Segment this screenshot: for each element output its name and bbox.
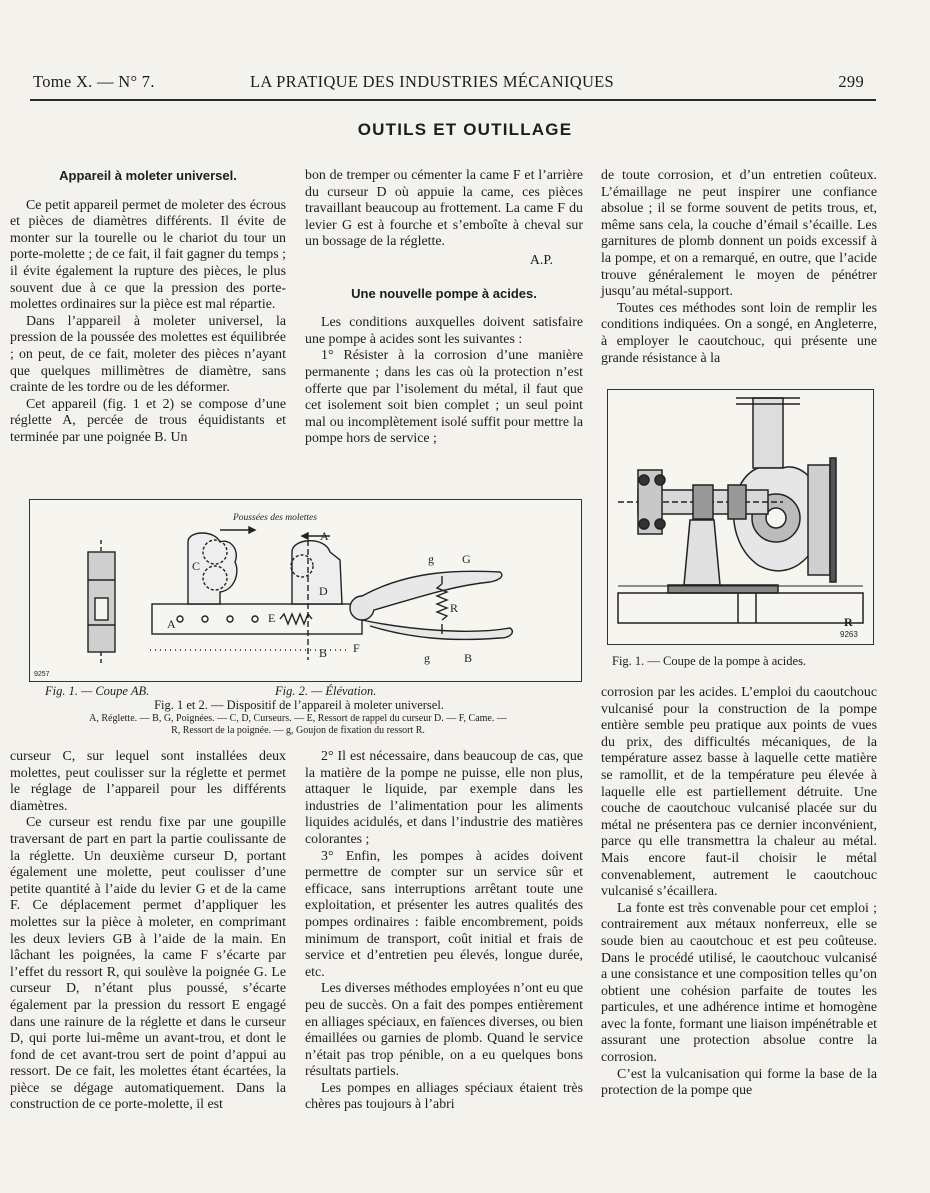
section-title: OUTILS ET OUTILLAGE xyxy=(357,120,573,139)
figure-label-top: Poussées des molettes xyxy=(233,513,317,523)
paragraph: Ce curseur est rendu fixe par une goupille traversant de part en part la partie coulissante de la réglette. Un deuxième curseur D, portant également une molette, peut coulisser d’une petite quantité à l’aide du levier G et de la came F. Ce déplacement permet d’appliquer les molettes sur la pièce à moleter, en comprimant les deux leviers GB à l’aide de la main. En lâchant les poignées, la came F s’écarte par l’effet du ressort R, qui soulève la poignée G. Le curseur D, n’étant plus poussé, s’écarte également par la pression du ressort E engagé dans une rainure de la réglette et dans le curseur D, qui porte lui-même un avant-trou, et dont le fond de cet avant-trou sert de point d’appui au ressort. De ce fait, les molettes étant écartées, la pièce se dégage automatiquement. Dans la construction de ce porte-molette, il est xyxy=(10,815,286,1113)
volume-issue: Tome X. — N° 7. xyxy=(33,72,155,91)
column-3-bottom xyxy=(601,685,877,1100)
figure-legend-line2: R, Ressort de la poignée. — g, Goujon de fixation du ressort R. xyxy=(171,725,425,736)
paragraph: Dans l’appareil à moleter universel, la pression de la poussée des molettes est équilibrée ; on peut, de ce fait, moleter des pièces n’ayant que quelques millimètres de diamètre, sans crainte de les tordre ou de les déformer. xyxy=(10,313,286,396)
article-title-pompe: Une nouvelle pompe à acides. xyxy=(351,285,537,301)
header-rule xyxy=(30,99,876,101)
letter-G: G xyxy=(462,552,471,566)
paragraph: C’est la vulcanisation qui forme la base de la protection de la pompe que xyxy=(601,1066,877,1099)
pump-figure xyxy=(607,389,874,645)
letter-g-top: g xyxy=(428,552,434,566)
letter-E: E xyxy=(268,611,276,625)
letter-D: D xyxy=(319,584,328,598)
paragraph: Cet appareil (fig. 1 et 2) se compose d’une réglette A, percée de trous équidistants et terminée par une poignée B. Un xyxy=(10,396,286,445)
letter-g-bottom: g xyxy=(424,651,430,665)
running-header xyxy=(30,72,876,96)
pump-section-drawing xyxy=(608,390,873,644)
pump-caption: Fig. 1. — Coupe de la pompe à acides. xyxy=(612,654,807,668)
paragraph: 2° Il est nécessaire, dans beaucoup de cas, que la matière de la pompe ne puisse, elle non plus, attaquer le liquide, par exemple dans les industries de l’alimentation pour les aliments liquides acidulés, et dans l’industrie des matières colorantes ; xyxy=(305,749,583,847)
column-1-bottom xyxy=(10,749,286,1114)
figure-number: 9263 xyxy=(840,630,858,639)
letter-B-right: B xyxy=(464,651,473,665)
caption-fig2: Fig. 2. — Élévation. xyxy=(275,684,377,698)
paragraph: 3° Enfin, les pompes à acides doivent permettre de compter sur un service sûr et efficace, sans interruptions arrêtant toute une exploitation, et présenter les autres qualités des pompes ordinaires : faible encombrement, poids minimum de transport, coût initial et frais de service et d’entretien peu élevés, longue durée, etc. xyxy=(305,848,583,980)
paragraph: 1° Résister à la corrosion d’une manière permanente ; dans les cas où la protection n’est offerte que par l’isolement du métal, il faut que cet isolement soit bien complet ; un seul point mal ou incomplètement isolé suffit pour mettre la pompe hors de service ; xyxy=(305,348,583,447)
printer-mark: R xyxy=(844,615,853,629)
letter-B-bottom: B xyxy=(319,646,328,660)
knurling-tool-drawing xyxy=(30,500,581,681)
caption-fig1: Fig. 1. — Coupe AB. xyxy=(45,684,150,698)
letter-R: R xyxy=(450,601,459,615)
column-1-top xyxy=(10,168,286,447)
author-signature: A.P. xyxy=(529,252,553,268)
paragraph: Ce petit appareil permet de moleter des écrous et pièces de diamètres différents. Il évite de monter sur la tourelle ou le chariot du tour un porte-molette ; de ce fait, il fait gagner du temps ; il évite également la rupture des pièces, le plus souvent due à ce que la pression des porte-molettes ordinaires sur la pièce est mal répartie. xyxy=(10,197,286,313)
letter-A-left: A xyxy=(167,617,176,631)
column-3-top xyxy=(601,168,877,367)
journal-title: LA PRATIQUE DES INDUSTRIES MÉCANIQUES xyxy=(250,72,615,91)
figure-legend-line1: A, Réglette. — B, G, Poignées. — C, D, Curseurs. — E, Ressort de rappel du curseur D. — F, Came. — xyxy=(89,713,507,724)
paragraph: de toute corrosion, et d’un entretien coûteux. L’émaillage ne peut inspirer une confiance absolue ; il se forme souvent de petits trous, et, même sans cela, la couche d’émail s’écaille. Les garnitures de plomb donnent un poids excessif à la pompe, et on a remarqué, en outre, que l’acide trouve généralement le moyen de pénétrer jusqu’au métal-support. xyxy=(601,168,877,300)
paragraph: Les diverses méthodes employées n’ont eu que peu de succès. On a fait des pompes entièrement en alliages spéciaux, en faïences diverses, ou bien émaillées ou garnies de plomb. Quand le service n’était pas trop pénible, on a eu quelques bons résultats partiels. xyxy=(305,981,583,1080)
article-title-molette: Appareil à moleter universel. xyxy=(59,168,237,183)
paragraph: Les conditions auxquelles doivent satisfaire une pompe à acides sont les suivantes : xyxy=(305,315,583,347)
figure-number: 9257 xyxy=(34,671,50,678)
letter-A-top: A xyxy=(320,529,329,543)
paragraph: bon de tremper ou cémenter la came F et l’arrière du curseur D où appuie la came, ces pièces travaillant beaucoup au frottement. La came F du levier G est à fourche et s’emboîte à cheval sur un bossage de la réglette. xyxy=(305,168,583,250)
caption-main: Fig. 1 et 2. — Dispositif de l’appareil à moleter universel. xyxy=(154,698,444,712)
letter-F: F xyxy=(353,641,360,655)
paragraph: La fonte est très convenable pour cet emploi ; contrairement aux métaux nonferreux, elle se soude bien au caoutchouc et est peu coûteuse. Dans le procédé utilisé, le caoutchouc vulcanisé a une consistance et une composition telles qu’on obtient une cohésion parfaite de toutes les particules, et une adhérence intime et homogène avec la fonte, formant une liaison impénétrable et assurant une protection absolue contre la corrosion. xyxy=(601,900,877,1066)
paragraph: Les pompes en alliages spéciaux étaient très chères pas toujours à l’abri xyxy=(305,1080,583,1113)
knurling-figure xyxy=(29,499,582,682)
letter-C: C xyxy=(192,559,201,573)
paragraph: curseur C, sur lequel sont installées deux molettes, peut coulisser sur la réglette et permet le réglage de l’appareil pour les différents diamètres. xyxy=(10,749,286,814)
paragraph: corrosion par les acides. L’emploi du caoutchouc vulcanisé pour la construction de la pompe entière semble peu pratique aux points de vues du prix, des difficultés mécaniques, de la température assez basse à laquelle cette matière se ramollit, et de la température peu élevée à laquelle elle est partiellement détruite. Une couche de caoutchouc vulcanisé placée sur du métal ne présentera pas ce dernier inconvénient, parce qu elle transmettra la chaleur au métal. Mais encore faut-il choisir le métal convenablement, autrement le caoutchouc vulcanisé s’écaillera. xyxy=(601,685,877,900)
page-number: 299 xyxy=(838,72,864,91)
column-2-top xyxy=(305,168,583,448)
paragraph: Toutes ces méthodes sont loin de remplir les conditions indiquées. On a songé, en Angleterre, à employer le caoutchouc, qui présente une grande résistance à la xyxy=(601,300,877,366)
column-2-bottom xyxy=(305,749,583,1114)
